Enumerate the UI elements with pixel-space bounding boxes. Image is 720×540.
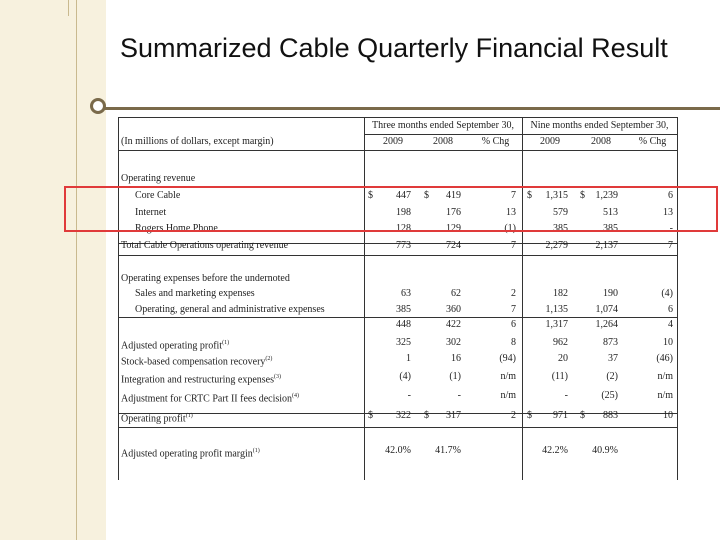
- dollar-sign: $: [424, 410, 429, 421]
- rule-top: [118, 117, 678, 118]
- row-label: Operating revenue: [121, 173, 196, 184]
- cell-value: 579: [553, 207, 568, 218]
- cell-value: 2,137: [595, 240, 618, 251]
- cell-value: 6: [511, 319, 516, 330]
- col-header: 2008: [591, 136, 611, 147]
- col-header: 2008: [433, 136, 453, 147]
- cell-value: n/m: [500, 390, 516, 401]
- cell-value: 6: [668, 190, 673, 201]
- dollar-sign: $: [580, 190, 585, 201]
- cell-value: 62: [451, 288, 461, 299]
- cell-value: (1): [449, 371, 461, 382]
- cell-value: 883: [603, 410, 618, 421]
- cell-value: 6: [668, 304, 673, 315]
- cell-value: (4): [399, 371, 411, 382]
- cell-value: 7: [668, 240, 673, 251]
- footnote-marker: (1): [185, 413, 193, 419]
- row-label: Adjusted operating profit$^{(1)}$: [121, 340, 230, 352]
- cell-value: 302: [446, 337, 461, 348]
- cell-value: 1,135: [545, 304, 568, 315]
- cell-value: 2: [511, 410, 516, 421]
- header-three-months: Three months ended September 30,: [372, 120, 514, 131]
- cell-value: 16: [451, 353, 461, 364]
- cell-value: 2,279: [545, 240, 568, 251]
- header-nine-months: Nine months ended September 30,: [530, 120, 669, 131]
- row-label: Integration and restructuring expenses$^{(3)}$: [121, 374, 282, 386]
- cell-value: 724: [446, 240, 461, 251]
- row-label: Rogers Home Phone: [135, 223, 218, 234]
- cell-value: 129: [446, 223, 461, 234]
- cell-value: 13: [663, 207, 673, 218]
- cell-value: 7: [511, 190, 516, 201]
- cell-value: 8: [511, 337, 516, 348]
- cell-value: 385: [603, 223, 618, 234]
- dollar-sign: $: [368, 190, 373, 201]
- cell-value: 42.0%: [385, 445, 411, 456]
- title-ring-ornament: [90, 98, 106, 114]
- cell-value: 42.2%: [542, 445, 568, 456]
- cell-value: 10: [663, 337, 673, 348]
- cell-value: (1): [504, 223, 516, 234]
- col-header: 2009: [540, 136, 560, 147]
- cell-value: n/m: [500, 371, 516, 382]
- dollar-sign: $: [527, 190, 532, 201]
- cell-value: 10: [663, 410, 673, 421]
- row-label: Stock-based compensation recovery$^{(2)}$: [121, 356, 273, 368]
- left-decorative-band: [0, 0, 106, 540]
- title-divider: [96, 107, 720, 110]
- cell-value: 20: [558, 353, 568, 364]
- cell-value: -: [457, 390, 461, 401]
- rule-subtotal: [118, 317, 678, 318]
- row-label: Operating, general and administrative expenses: [135, 304, 325, 315]
- cell-value: (46): [656, 353, 673, 364]
- cell-value: 962: [553, 337, 568, 348]
- cell-value: 360: [446, 304, 461, 315]
- col-header: 2009: [383, 136, 403, 147]
- cell-value: (4): [661, 288, 673, 299]
- dollar-sign: $: [527, 410, 532, 421]
- dollar-sign: $: [424, 190, 429, 201]
- cell-value: 128: [396, 223, 411, 234]
- cell-value: 1,074: [595, 304, 618, 315]
- cell-value: 198: [396, 207, 411, 218]
- cell-value: 873: [603, 337, 618, 348]
- cell-value: 1,315: [545, 190, 568, 201]
- cell-value: 63: [401, 288, 411, 299]
- cell-value: 1: [406, 353, 411, 364]
- cell-value: 419: [446, 190, 461, 201]
- rule-header-group: [364, 134, 678, 135]
- cell-value: 513: [603, 207, 618, 218]
- row-label: Adjusted operating profit margin$^{(1)}$: [121, 448, 260, 460]
- cell-value: 773: [396, 240, 411, 251]
- cell-value: 385: [553, 223, 568, 234]
- cell-value: 190: [603, 288, 618, 299]
- cell-value: 2: [511, 288, 516, 299]
- cell-value: -: [669, 223, 673, 234]
- cell-value: 182: [553, 288, 568, 299]
- cell-value: n/m: [657, 390, 673, 401]
- left-short-rule: [68, 0, 69, 16]
- cell-value: 7: [511, 240, 516, 251]
- unit-note: (In millions of dollars, except margin): [121, 136, 274, 147]
- cell-value: 4: [668, 319, 673, 330]
- dollar-sign: $: [580, 410, 585, 421]
- row-label: Operating expenses before the undernoted: [121, 273, 290, 284]
- cell-value: 7: [511, 304, 516, 315]
- cell-value: 317: [446, 410, 461, 421]
- cell-value: 447: [396, 190, 411, 201]
- cell-value: 448: [396, 319, 411, 330]
- row-label: Sales and marketing expenses: [135, 288, 255, 299]
- cell-value: 322: [396, 410, 411, 421]
- rule-op-bottom: [118, 427, 678, 428]
- row-label: Operating profit$^{(1)}$: [121, 413, 193, 425]
- cell-value: 1,317: [545, 319, 568, 330]
- row-label: Total Cable Operations operating revenue: [121, 240, 289, 251]
- rule-total-bottom: [118, 255, 678, 256]
- footnote-marker: (3): [274, 374, 282, 380]
- cell-value: 13: [506, 207, 516, 218]
- cell-value: 1,264: [595, 319, 618, 330]
- cell-value: 176: [446, 207, 461, 218]
- cell-value: -: [407, 390, 411, 401]
- left-vertical-rule: [76, 0, 77, 540]
- footnote-marker: (1): [252, 448, 260, 454]
- cell-value: 37: [608, 353, 618, 364]
- cell-value: n/m: [657, 371, 673, 382]
- cell-value: (25): [601, 390, 618, 401]
- cell-value: (94): [499, 353, 516, 364]
- cell-value: 1,239: [595, 190, 618, 201]
- rule-header: [118, 150, 678, 151]
- row-label: Internet: [135, 207, 167, 218]
- footnote-marker: (2): [265, 356, 273, 362]
- cell-value: (2): [606, 371, 618, 382]
- col-header: % Chg: [481, 136, 510, 147]
- cell-value: 325: [396, 337, 411, 348]
- slide-title: Summarized Cable Quarterly Financial Result: [120, 33, 668, 63]
- cell-value: 40.9%: [592, 445, 618, 456]
- highlight-box: [64, 186, 718, 232]
- col-divider-3: [677, 117, 678, 480]
- dollar-sign: $: [368, 410, 373, 421]
- cell-value: -: [564, 390, 568, 401]
- footnote-marker: (1): [222, 340, 230, 346]
- cell-value: 385: [396, 304, 411, 315]
- row-label: Adjustment for CRTC Part II fees decision$^{(4)}$: [121, 393, 300, 405]
- cell-value: 971: [553, 410, 568, 421]
- footnote-marker: (4): [292, 393, 300, 399]
- col-header: % Chg: [638, 136, 667, 147]
- cell-value: 422: [446, 319, 461, 330]
- cell-value: 41.7%: [435, 445, 461, 456]
- row-label: Core Cable: [135, 190, 181, 201]
- cell-value: (11): [551, 371, 568, 382]
